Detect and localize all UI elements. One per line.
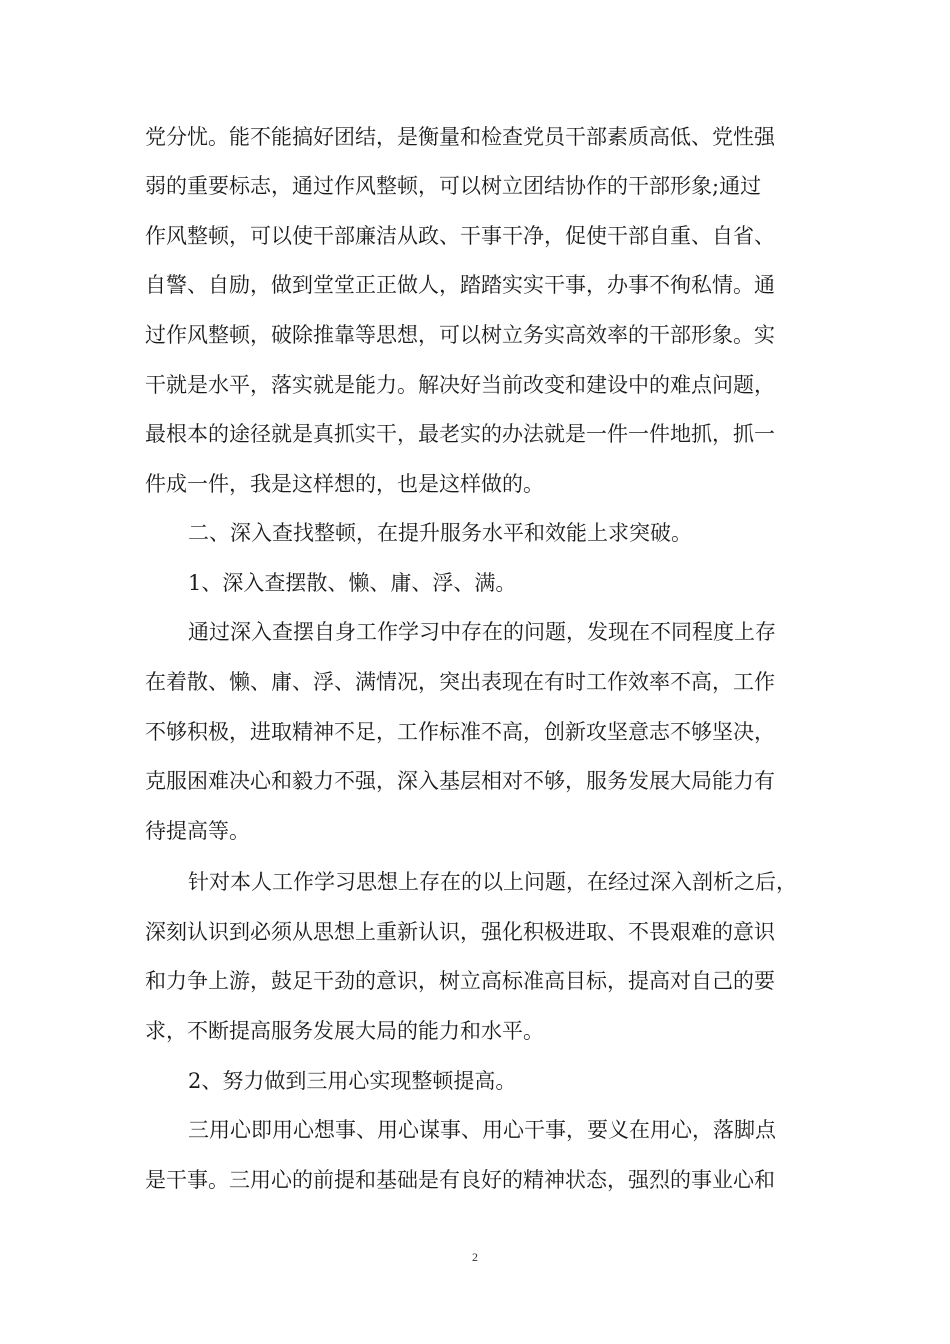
- text-line: 针对本人工作学习思想上存在的以上问题，在经过深入剖析之后，: [188, 870, 797, 894]
- text-line: 在着散、懒、庸、浮、满情况，突出表现在有时工作效率不高，工作: [145, 670, 775, 694]
- page-number: 2: [472, 1250, 478, 1264]
- text-line: 作风整顿，可以使干部廉洁从政、干事干净，促使干部自重、自省、: [145, 224, 775, 248]
- text-line: 自警、自励，做到堂堂正正做人，踏踏实实干事，办事不徇私情。通: [145, 273, 775, 297]
- text-line: 件成一件，我是这样想的，也是这样做的。: [145, 472, 544, 496]
- text-line: 最根本的途径就是真抓实干，最老实的办法就是一件一件地抓，抓一: [145, 422, 775, 446]
- text-line: 三用心即用心想事、用心谋事、用心干事，要义在用心，落脚点: [188, 1118, 776, 1142]
- text-line: 和力争上游，鼓足干劲的意识，树立高标准高目标，提高对自己的要: [145, 969, 775, 993]
- text-line: 过作风整顿，破除推靠等思想，可以树立务实高效率的干部形象。实: [145, 323, 775, 347]
- text-line: 克服困难决心和毅力不强，深入基层相对不够，服务发展大局能力有: [145, 769, 775, 793]
- text-line: 求，不断提高服务发展大局的能力和水平。: [145, 1019, 544, 1043]
- text-line: 弱的重要标志，通过作风整顿，可以树立团结协作的干部形象;通过: [145, 174, 762, 198]
- text-line: 深刻认识到必须从思想上重新认识，强化积极进取、不畏艰难的意识: [145, 920, 775, 944]
- text-line: 待提高等。: [145, 819, 250, 843]
- text-line: 是干事。三用心的前提和基础是有良好的精神状态，强烈的事业心和: [145, 1168, 775, 1192]
- text-line: 党分忧。能不能搞好团结，是衡量和检查党员干部素质高低、党性强: [145, 125, 775, 149]
- text-line: 不够积极，进取精神不足，工作标准不高，创新攻坚意志不够坚决，: [145, 720, 775, 744]
- subsection-heading: 1、深入查摆散、懒、庸、浮、满。: [188, 571, 517, 595]
- section-heading: 二、深入查找整顿，在提升服务水平和效能上求突破。: [188, 521, 692, 545]
- text-line: 干就是水平，落实就是能力。解决好当前改变和建设中的难点问题，: [145, 373, 775, 397]
- text-line: 通过深入查摆自身工作学习中存在的问题，发现在不同程度上存: [188, 620, 776, 644]
- subsection-heading: 2、努力做到三用心实现整顿提高。: [188, 1069, 517, 1093]
